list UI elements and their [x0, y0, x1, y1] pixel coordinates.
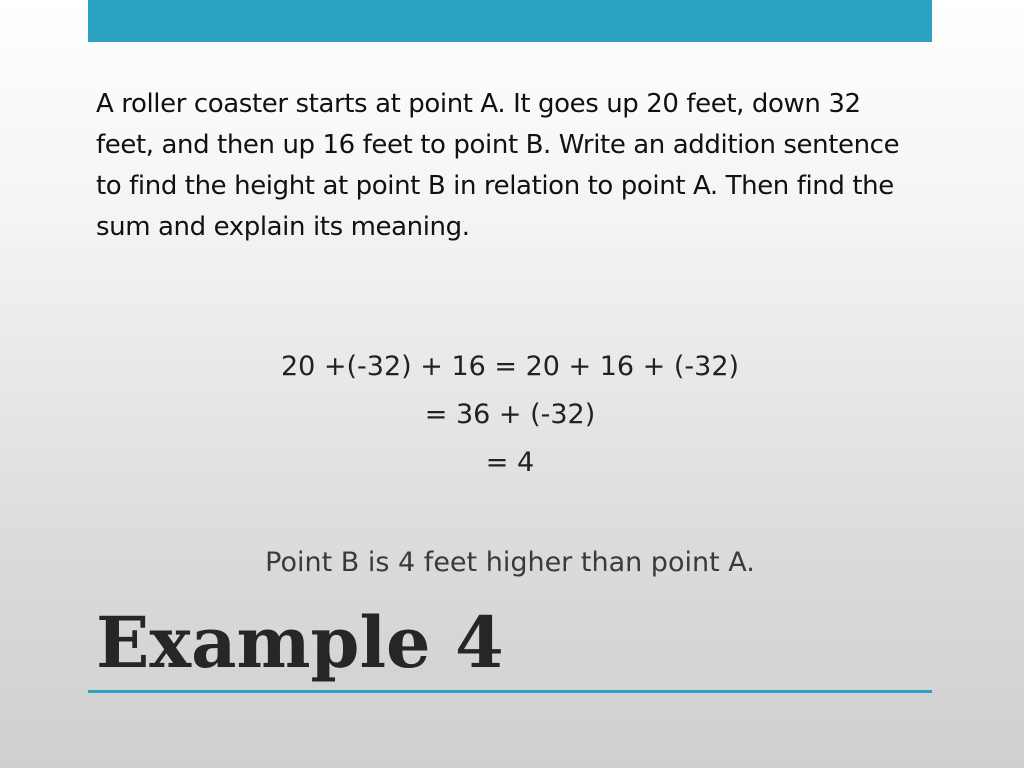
equation-block [88, 343, 932, 487]
equation-line-3: = 4 [485, 447, 535, 478]
title-underline [88, 690, 932, 693]
slide-title: Example 4 [96, 601, 504, 684]
top-accent-bar [88, 0, 932, 42]
problem-statement: A roller coaster starts at point A. It goes up 20 feet, down 32 feet, and then up 16 feet to point B. Write an addition sentence to find the height at point B in relation to point A. Then find the sum and explain its meaning. [96, 89, 900, 242]
equation-line-1: 20 +(-32) + 16 = 20 + 16 + (-32) [280, 351, 740, 382]
conclusion-text: Point B is 4 feet higher than point A. [265, 547, 755, 578]
equation-line-2: = 36 + (-32) [424, 399, 596, 430]
